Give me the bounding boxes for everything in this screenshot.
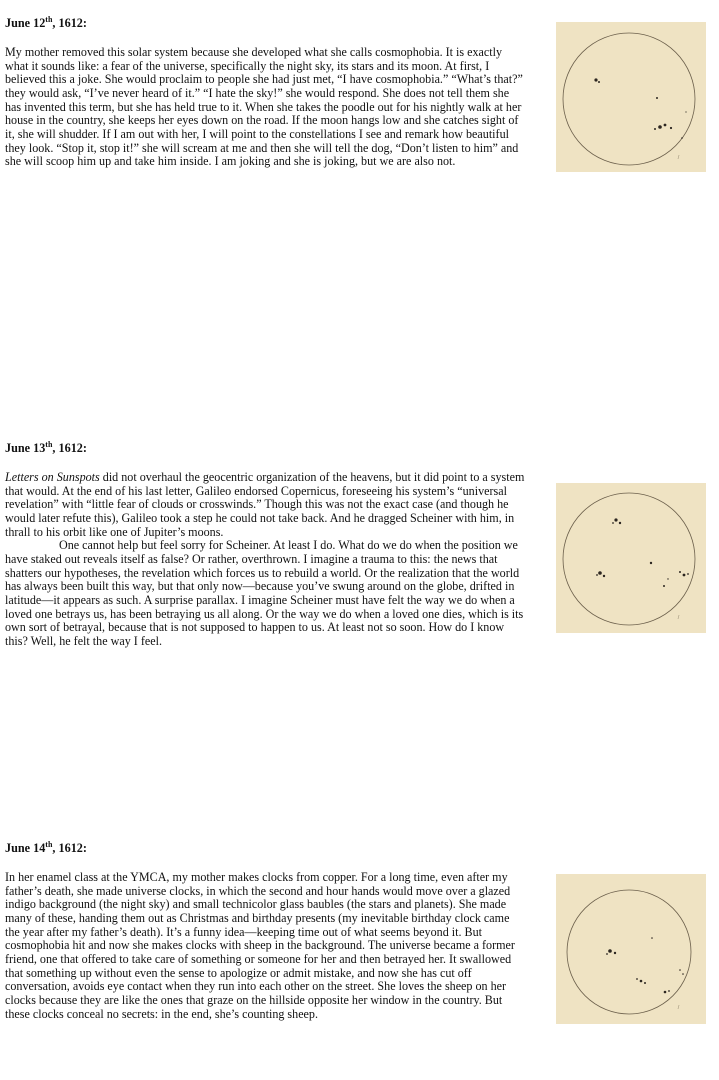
journal-entry-june-13 — [5, 441, 525, 649]
journal-entry-june-12 — [5, 16, 525, 169]
sunspot-drawing-plate — [556, 874, 706, 1046]
entry-date: June 14th, 1612: — [5, 839, 87, 855]
svg-text:ʃ: ʃ — [678, 1004, 680, 1009]
sunspot-disk-illustration — [556, 483, 706, 633]
entry-date: June 13th, 1612: — [5, 439, 87, 455]
entry-paragraph: In her enamel class at the YMCA, my mother makes clocks from copper. For a long time, even after my father’s death, she made universe clocks, in which the second and hour hands would move over a glazed indigo background (the night sky) and small technicolor glass baubles (the stars and planets). She made many of these, handing them out as Christmas and birthday presents (my inevitable birthday clock came the year after my father’s death). It’s a funny idea—keeping time out of what seems beyond it. But cosmophobia hit and now she makes clocks with sheep in the background. The universe became a former friend, one that offered to take care of something or someone for her and then betrayed her. It swallowed that something up without even the sense to apologize or admit mistake, and now she has cut off conversation, avoids eye contact when they run into each other on the street. She loves the sheep on her clocks because they are like the ones that graze on the hillside opposite her window in the country. But these clocks conceal no secrets: in the end, she’s counting sheep. — [5, 870, 515, 1021]
sunspot-drawing-plate — [556, 483, 706, 628]
plate-paper — [556, 22, 706, 172]
sunspot-disk-illustration — [556, 22, 706, 172]
entry-body — [5, 46, 525, 169]
entry-paragraph: My mother removed this solar system because she developed what she calls cosmophobia. It is exactly what it sounds like: a fear of the universe, specifically the night sky, its stars and its moon. At first, I believed this a joke. She would proclaim to people she had just met, “I have cosmophobia.” “What’s that?” they would ask, “I’ve never heard of it.” “I hate the sky!” she would respond. She does not tell them she has invented this term, but she has held true to it. When she takes the poodle out for his nightly walk at her house in the country, she keeps her eyes down on the road. If the moon hangs low and she catches sight of it, she will shudder. If I am out with her, I will point to the constellations I see and remark how beautiful they look. “Stop it, stop it!” she will scream at me and then she will tell the dog, “Don’t listen to him” and she will scoop him up and take him inside. I am joking and she is joking, but we are also not. — [5, 45, 523, 169]
sunspot-drawing-plate — [556, 22, 706, 170]
entry-date: June 12th, 1612: — [5, 14, 87, 30]
plate-signature: ʃ — [678, 154, 680, 159]
entry-paragraph: One cannot help but feel sorry for Scheiner. At least I do. What do we do when the position we have staked out reveals itself as false? Or rather, overthrown. I imagine a trauma to this: the news that shatters our hypotheses, the revelation which forces us to rebuild a world. Or the realization that the world has always been built this way, but that only now—because you’ve swung around on the globe, drifted in latitude—it appears as such. A surprise parallax. I imagine Scheiner must have felt the way we do when a loved one betrays us, has been betraying us all along. Or the way we do when a loved one dies, which is its own sort of betrayal, because that is not supposed to happen to us. At least not so soon. How do I know this? Well, he felt the way I feel. — [5, 538, 524, 648]
sunspot-disk-illustration — [556, 874, 706, 1024]
entry-paragraph: Letters on Sunspots did not overhaul the geocentric organization of the heavens, but it did point to a system that would. At the end of his last letter, Galileo endorsed Copernicus, foreseeing his system’s “universal revelation” with “little fear of clouds or crosswinds.” Though this was not the exact case (and though he would later refute this), Galileo took a step he could not take back. And he dragged Scheiner with him, in thrall to his orbit like one of Jupiter’s moons. — [5, 470, 525, 539]
entry-body — [5, 871, 525, 1021]
book-title: Letters on Sunspots — [5, 470, 100, 484]
entry-body — [5, 471, 525, 649]
svg-text:ʃ: ʃ — [678, 614, 680, 619]
journal-entry-june-14 — [5, 841, 525, 1021]
